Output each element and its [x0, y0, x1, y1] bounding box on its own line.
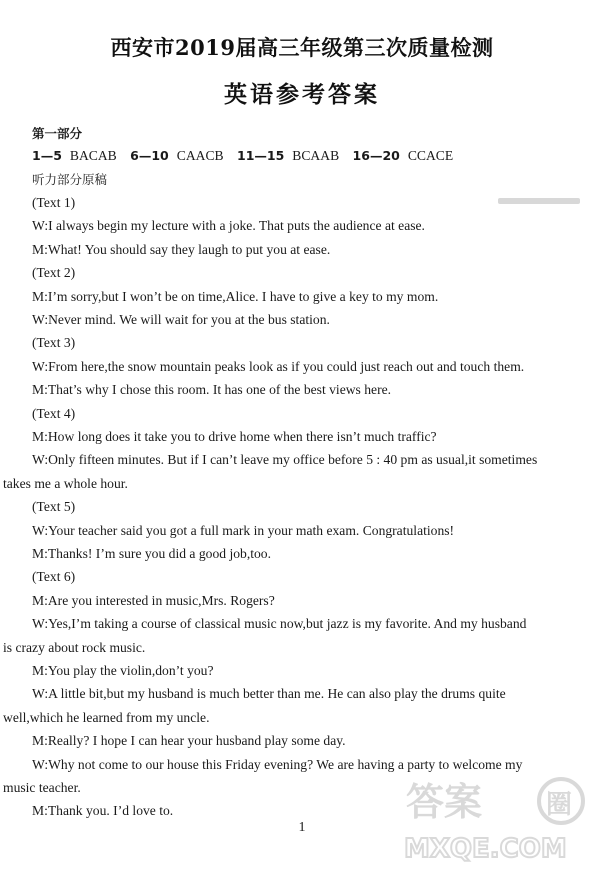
transcript-line: music teacher. — [3, 780, 81, 795]
transcript-line: is crazy about rock music. — [3, 639, 146, 655]
answer-key-row — [32, 148, 588, 164]
answer-keys-2: CAACB — [176, 148, 224, 163]
transcript-line: W:Never mind. We will wait for you at the bus station. — [32, 312, 330, 327]
answer-keys-4: CCACE — [407, 148, 454, 163]
transcript-line: W:Yes,I’m taking a course of classical music now,but jazz is my favorite. And my husband — [32, 616, 527, 632]
document-title: 西安市2019届高三年级第三次质量检测 — [110, 35, 494, 60]
transcript-line: M:Thanks! I’m sure you did a good job,too. — [32, 546, 271, 561]
answer-range-4: 16—20 — [352, 148, 400, 163]
transcript-line: (Text 2) — [32, 265, 76, 281]
svg-text:圈: 圈 — [546, 790, 573, 820]
transcript-line: (Text 1) — [32, 195, 76, 210]
transcript-line: (Text 6) — [32, 569, 76, 585]
transcript-line: W:From here,the snow mountain peaks look as if you could just reach out and touch them. — [32, 358, 525, 374]
transcript-label: 听力部分原稿 — [32, 172, 108, 187]
transcript-line: W:A little bit,but my husband is much better than me. He can also play the drums quite — [32, 686, 506, 702]
transcript-line: M:I’m sorry,but I won’t be on time,Alice. I have to give a key to my mom. — [32, 288, 439, 304]
transcript-line: well,which he learned from my uncle. — [3, 709, 210, 725]
transcript-line: takes me a whole hour. — [3, 475, 128, 491]
transcript-line: M:What! You should say they laugh to put you at ease. — [32, 241, 331, 257]
transcript-line: W:I always begin my lecture with a joke. That puts the audience at ease. — [32, 218, 425, 234]
transcript-line: W:Only fifteen minutes. But if I can’t leave my office before 5 : 40 pm as usual,it sometimes — [32, 452, 538, 468]
transcript-line: (Text 4) — [32, 405, 76, 421]
watermark-logo — [398, 769, 598, 865]
answer-keys-3: BCAAB — [292, 148, 340, 163]
transcript-line: (Text 3) — [32, 335, 76, 351]
answer-keys-1: BACAB — [69, 148, 117, 163]
document-subtitle: 英语参考答案 — [224, 81, 380, 108]
section-label: 第一部分 — [32, 126, 83, 141]
svg-text:MXQE.COM: MXQE.COM — [404, 834, 567, 864]
transcript-line: M:Are you interested in music,Mrs. Rogers? — [32, 592, 275, 608]
transcript-line: M:How long does it take you to drive home when there isn’t much traffic? — [32, 429, 437, 444]
answer-range-1: 1—5 — [32, 148, 62, 163]
answer-range-2: 6—10 — [130, 148, 169, 163]
page-number: 1 — [298, 820, 306, 835]
svg-text:答案: 答案 — [406, 780, 483, 824]
transcript-line: (Text 5) — [32, 499, 76, 515]
transcript-line: M:Really? I hope I can hear your husband play some day. — [32, 733, 346, 749]
transcript-line: W:Your teacher said you got a full mark in your math exam. Congratulations! — [32, 522, 455, 538]
transcript-line: W:Why not come to our house this Friday evening? We are having a party to welcome my — [32, 756, 523, 772]
transcript-line: M:That’s why I chose this room. It has one of the best views here. — [32, 382, 392, 398]
transcript-line: M:Thank you. I’d love to. — [32, 803, 174, 819]
transcript-line: M:You play the violin,don’t you? — [32, 663, 214, 678]
answer-range-3: 11—15 — [237, 148, 285, 163]
